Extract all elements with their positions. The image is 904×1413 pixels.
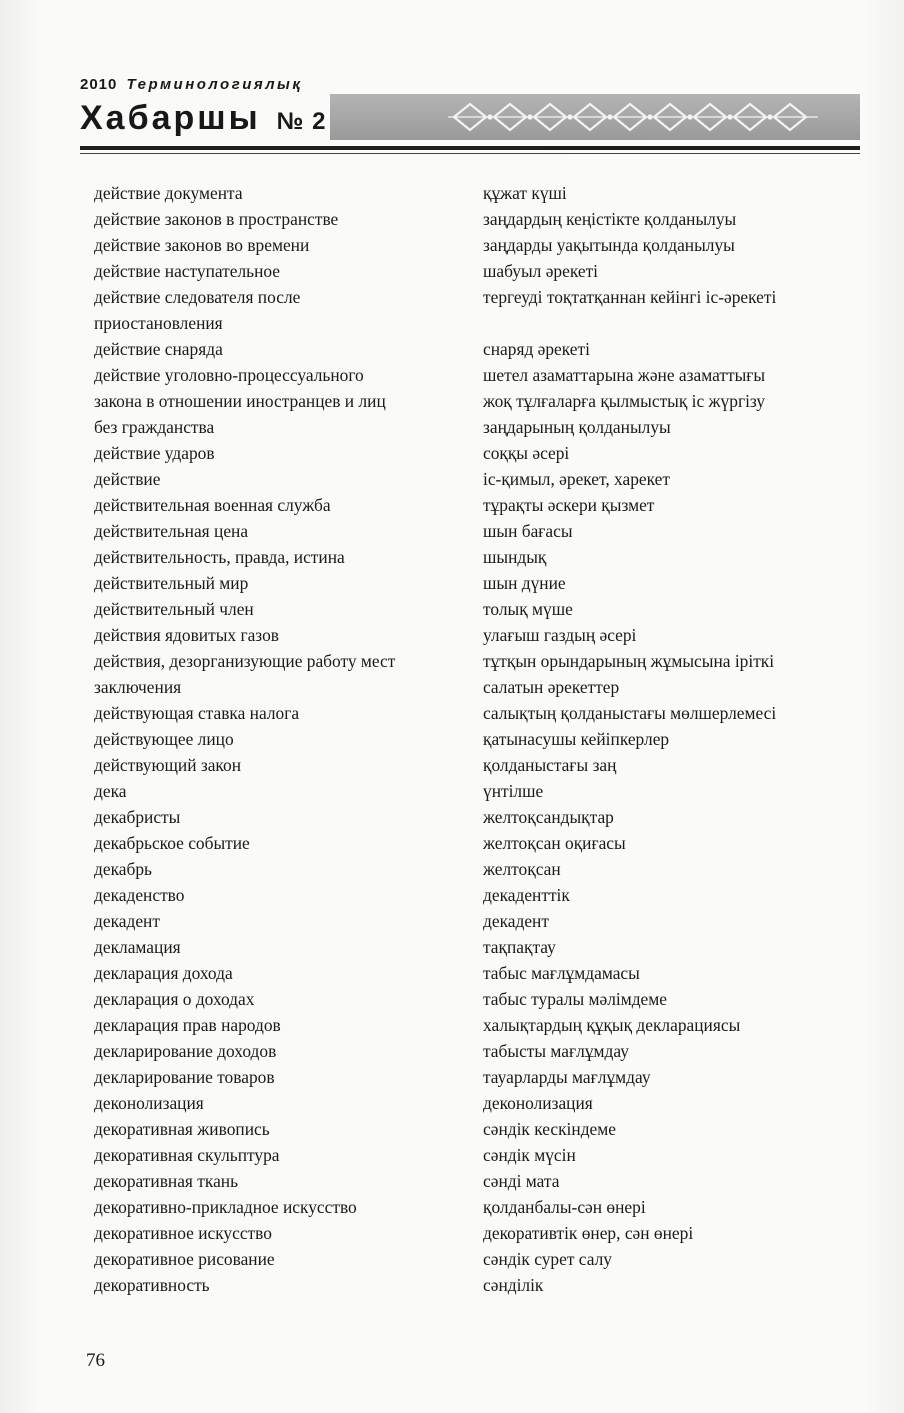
kazakh-term: шындық xyxy=(483,547,547,567)
glossary-row xyxy=(94,1220,854,1246)
kazakh-term: желтоқсан оқиғасы xyxy=(483,833,626,853)
glossary-row xyxy=(94,544,854,570)
glossary-row xyxy=(94,1272,854,1298)
russian-term: декларация прав народов xyxy=(94,1015,281,1035)
kazakh-term: заңдардың кеңістікте қолданылуы xyxy=(483,209,737,229)
russian-term: действие законов во времени xyxy=(94,235,310,255)
kazakh-term: табыс мағлұмдамасы xyxy=(483,963,640,983)
russian-term: декабрь xyxy=(94,859,152,879)
glossary-row xyxy=(94,960,854,986)
russian-term: деконолизация xyxy=(94,1093,204,1113)
russian-term: действие следователя после xyxy=(94,287,301,307)
glossary-row xyxy=(94,1064,854,1090)
kazakh-term: салықтың қолданыстағы мөлшерлемесі xyxy=(483,703,777,723)
glossary-row xyxy=(94,596,854,622)
journal-subtitle: Терминологиялық xyxy=(126,76,303,93)
russian-term: декоративная ткань xyxy=(94,1171,239,1191)
header-rule-thick xyxy=(80,146,860,150)
glossary-row xyxy=(94,648,854,674)
russian-term: действия ядовитых газов xyxy=(94,625,279,645)
kazakh-term: тауарларды мағлұмдау xyxy=(483,1067,651,1087)
russian-term: декларация о доходах xyxy=(94,989,255,1009)
kazakh-term: табысты мағлұмдау xyxy=(483,1041,629,1061)
glossary-row xyxy=(94,726,854,752)
glossary-row xyxy=(94,908,854,934)
russian-term: действия, дезорганизующие работу мест xyxy=(94,651,396,671)
ornament-band xyxy=(330,94,860,140)
kazakh-term: шын бағасы xyxy=(483,521,573,541)
kazakh-term: заңдарының қолданылуы xyxy=(483,417,671,437)
russian-term: декоративное искусство xyxy=(94,1223,272,1243)
russian-term: действие документа xyxy=(94,183,243,203)
glossary-row xyxy=(94,752,854,778)
glossary-row xyxy=(94,284,854,310)
glossary-entries xyxy=(94,180,854,1298)
glossary-row xyxy=(94,1116,854,1142)
kazakh-term: сәндік сурет салу xyxy=(483,1249,612,1269)
kazakh-term: қатынасушы кейіпкерлер xyxy=(483,729,670,749)
russian-term: закона в отношении иностранцев и лиц xyxy=(94,391,386,411)
glossary-row xyxy=(94,310,854,336)
glossary-row xyxy=(94,180,854,206)
glossary-row xyxy=(94,986,854,1012)
glossary-row xyxy=(94,1038,854,1064)
russian-term: декабристы xyxy=(94,807,181,827)
russian-term: действие снаряда xyxy=(94,339,223,359)
russian-term: действующая ставка налога xyxy=(94,703,300,723)
glossary-row xyxy=(94,778,854,804)
glossary-row xyxy=(94,466,854,492)
kazakh-term: желтоқсан xyxy=(483,859,561,879)
kazakh-term: тұрақты әскери қызмет xyxy=(483,495,655,515)
kazakh-term: салатын әрекеттер xyxy=(483,677,620,697)
kazakh-term: тақпақтау xyxy=(483,937,556,957)
russian-term: действующий закон xyxy=(94,755,242,775)
glossary-row xyxy=(94,1194,854,1220)
russian-term: действительная военная служба xyxy=(94,495,331,515)
glossary-row xyxy=(94,232,854,258)
header-year: 2010 xyxy=(80,76,118,93)
kazakh-term: сәндік кескіндеме xyxy=(483,1119,616,1139)
russian-term: действительный мир xyxy=(94,573,249,593)
header-rule-thin xyxy=(80,153,860,154)
glossary-row xyxy=(94,258,854,284)
kazakh-term: снаряд әрекеті xyxy=(483,339,590,359)
page-number: 76 xyxy=(86,1350,105,1371)
russian-term: декоративно-прикладное искусство xyxy=(94,1197,357,1217)
glossary-row xyxy=(94,700,854,726)
glossary-row xyxy=(94,336,854,362)
kazakh-term: тұтқын орындарының жұмысына іріткі xyxy=(483,651,775,671)
kazakh-term: қолданыстағы заң xyxy=(483,755,617,775)
russian-term: декабрьское событие xyxy=(94,833,250,853)
glossary-row xyxy=(94,1246,854,1272)
glossary-row xyxy=(94,856,854,882)
kazakh-term: қолданбалы-сән өнері xyxy=(483,1197,646,1217)
russian-term: действительный член xyxy=(94,599,254,619)
russian-term: декларирование товаров xyxy=(94,1067,275,1087)
glossary-row xyxy=(94,830,854,856)
kazakh-term: сәнді мата xyxy=(483,1171,560,1191)
kazakh-term: сәндік мүсін xyxy=(483,1145,576,1165)
kazakh-term: халықтардың құқық декларациясы xyxy=(483,1015,741,1035)
russian-term: заключения xyxy=(94,677,182,697)
glossary-row xyxy=(94,206,854,232)
glossary-row xyxy=(94,414,854,440)
kazakh-term: шабуыл әрекеті xyxy=(483,261,599,281)
russian-term: действие xyxy=(94,469,161,489)
russian-term: декадент xyxy=(94,911,160,931)
kazakh-term: толық мүше xyxy=(483,599,573,619)
glossary-row xyxy=(94,440,854,466)
glossary-row xyxy=(94,492,854,518)
kazakh-term: құжат күші xyxy=(483,183,567,203)
russian-term: действительная цена xyxy=(94,521,249,541)
journal-title: Хабаршы xyxy=(80,99,261,137)
russian-term: декаденство xyxy=(94,885,185,905)
kazakh-term: үнтілше xyxy=(483,781,544,801)
kazakh-term: заңдарды уақытында қолданылуы xyxy=(483,235,735,255)
glossary-row xyxy=(94,1012,854,1038)
russian-term: действие ударов xyxy=(94,443,215,463)
glossary-row xyxy=(94,1090,854,1116)
russian-term: действие законов в пространстве xyxy=(94,209,339,229)
kazakh-term: соққы әсері xyxy=(483,443,570,463)
glossary-row xyxy=(94,1142,854,1168)
glossary-row xyxy=(94,518,854,544)
ornament-pattern xyxy=(448,98,818,136)
russian-term: декоративная живопись xyxy=(94,1119,270,1139)
kazakh-term: желтоқсандықтар xyxy=(483,807,614,827)
russian-term: декоративная скульптура xyxy=(94,1145,280,1165)
kazakh-term: деконолизация xyxy=(483,1093,593,1113)
kazakh-term: іс-қимыл, әрекет, харекет xyxy=(483,469,670,489)
russian-term: декламация xyxy=(94,937,181,957)
russian-term: декоративность xyxy=(94,1275,210,1295)
kazakh-term: тергеуді тоқтатқаннан кейінгі іс-әрекеті xyxy=(483,287,777,307)
kazakh-term: декаденттік xyxy=(483,885,570,905)
kazakh-term: декадент xyxy=(483,911,549,931)
glossary-row xyxy=(94,570,854,596)
header-line xyxy=(80,76,302,93)
russian-term: декларация дохода xyxy=(94,963,233,983)
glossary-row xyxy=(94,362,854,388)
kazakh-term: улағыш газдың әсері xyxy=(483,625,637,645)
kazakh-term: декоративтік өнер, сән өнері xyxy=(483,1223,694,1243)
russian-term: действующее лицо xyxy=(94,729,234,749)
russian-term: действие уголовно-процессуального xyxy=(94,365,364,385)
russian-term: приостановления xyxy=(94,313,223,333)
kazakh-term: табыс туралы мәлімдеме xyxy=(483,989,668,1009)
russian-term: действие наступательное xyxy=(94,261,281,281)
glossary-row xyxy=(94,804,854,830)
russian-term: действительность, правда, истина xyxy=(94,547,345,567)
russian-term: дека xyxy=(94,781,127,801)
russian-term: декоративное рисование xyxy=(94,1249,275,1269)
glossary-row xyxy=(94,1168,854,1194)
glossary-row xyxy=(94,674,854,700)
journal-title-block xyxy=(80,98,326,142)
kazakh-term: жоқ тұлғаларға қылмыстық іс жүргізу xyxy=(483,391,766,411)
russian-term: декларирование доходов xyxy=(94,1041,277,1061)
kazakh-term: шын дүние xyxy=(483,573,566,593)
issue-number: № 2 xyxy=(276,108,327,135)
glossary-row xyxy=(94,622,854,648)
kazakh-term: шетел азаматтарына және азаматтығы xyxy=(483,365,766,385)
russian-term: без гражданства xyxy=(94,417,215,437)
kazakh-term: сәнділік xyxy=(483,1275,544,1295)
glossary-row xyxy=(94,388,854,414)
glossary-row xyxy=(94,882,854,908)
glossary-row xyxy=(94,934,854,960)
